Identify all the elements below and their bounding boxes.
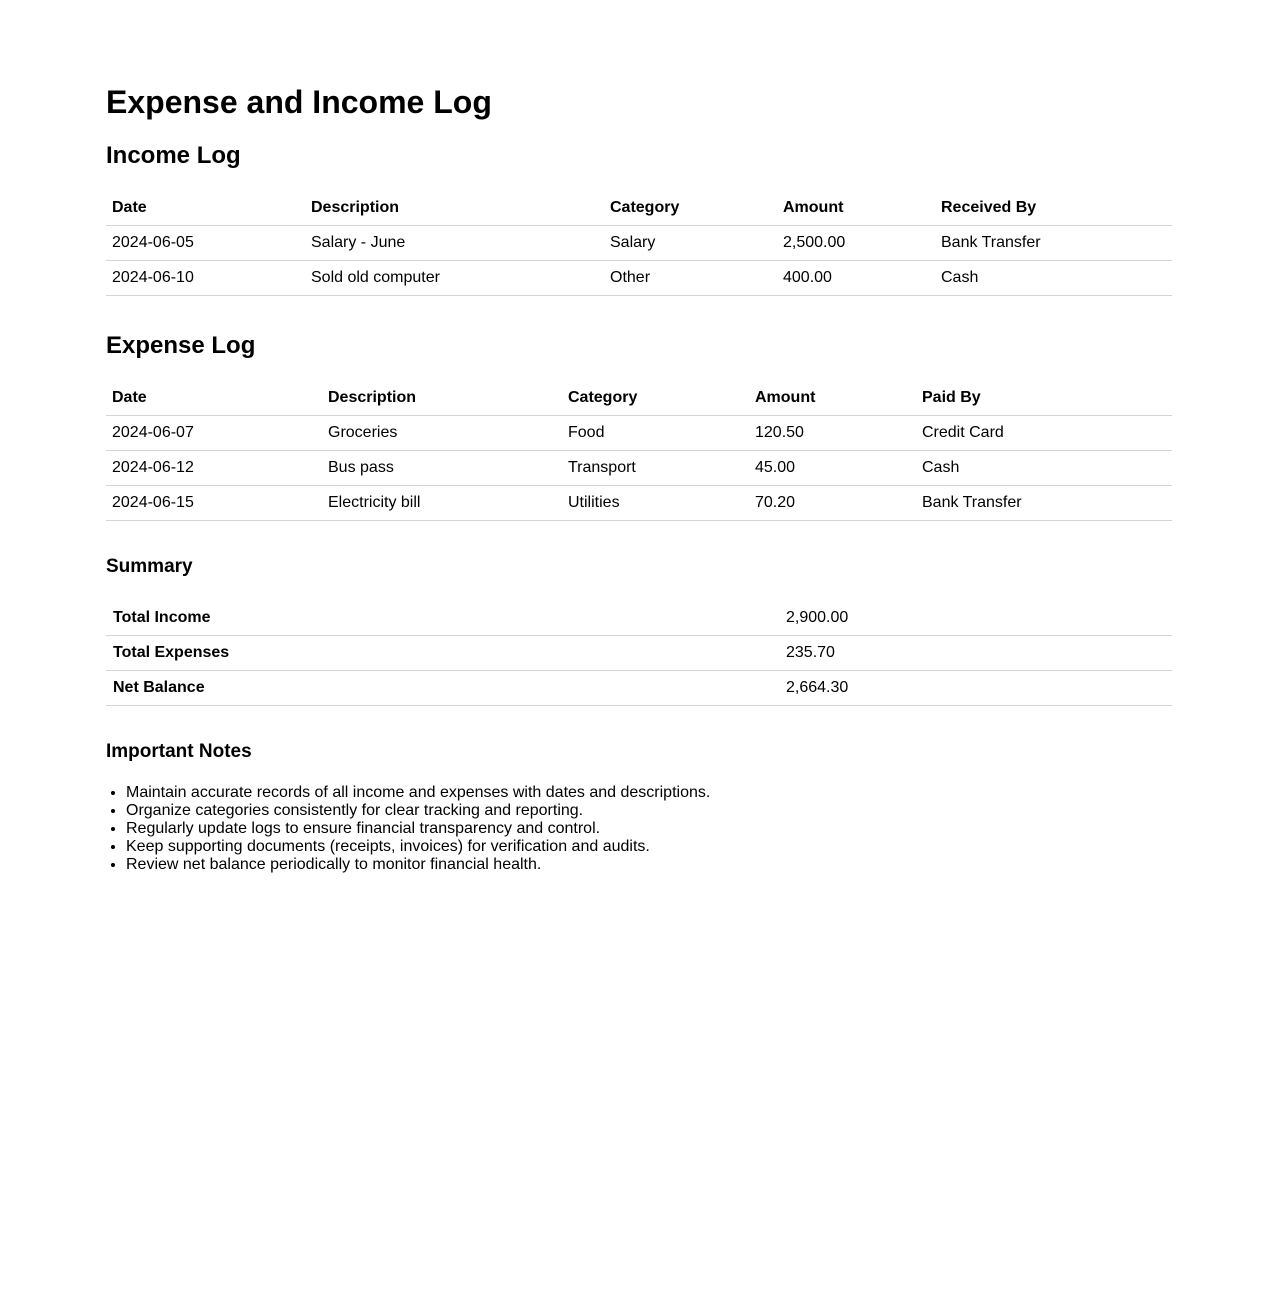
income-category: Salary	[604, 226, 777, 261]
table-row	[106, 486, 1172, 521]
income-amount: 400.00	[777, 261, 935, 296]
income-amount: 2,500.00	[777, 226, 935, 261]
expense-col-description: Description	[322, 380, 562, 416]
notes-list	[106, 784, 1172, 874]
expense-paid-by: Cash	[916, 451, 1172, 486]
summary-label: Net Balance	[106, 671, 780, 706]
expense-date: 2024-06-15	[106, 486, 322, 521]
list-item: • Organize categories consistently for clear tracking and reporting.	[126, 802, 1172, 820]
income-col-amount: Amount	[777, 190, 935, 226]
expense-amount: 70.20	[749, 486, 916, 521]
table-row	[106, 226, 1172, 261]
table-row	[106, 416, 1172, 451]
summary-row-net-balance	[106, 671, 1172, 706]
expense-description: Bus pass	[322, 451, 562, 486]
income-col-date: Date	[106, 190, 305, 226]
expense-date: 2024-06-12	[106, 451, 322, 486]
table-row	[106, 261, 1172, 296]
expense-category: Utilities	[562, 486, 749, 521]
summary-value: 2,900.00	[780, 601, 1172, 636]
document-page	[106, 0, 1172, 874]
summary-row-total-expenses	[106, 636, 1172, 671]
income-header-row	[106, 190, 1172, 226]
summary-label: Total Expenses	[106, 636, 780, 671]
expense-log-table	[106, 380, 1172, 521]
expense-log-heading: Expense Log	[106, 332, 256, 359]
summary-table	[106, 601, 1172, 706]
income-description: Salary - June	[305, 226, 604, 261]
expense-amount: 120.50	[749, 416, 916, 451]
expense-category: Food	[562, 416, 749, 451]
income-col-description: Description	[305, 190, 604, 226]
expense-col-category: Category	[562, 380, 749, 416]
summary-row-total-income	[106, 601, 1172, 636]
income-date: 2024-06-10	[106, 261, 305, 296]
summary-heading: Summary	[106, 556, 193, 577]
expense-description: Electricity bill	[322, 486, 562, 521]
summary-value: 2,664.30	[780, 671, 1172, 706]
expense-col-paid-by: Paid By	[916, 380, 1172, 416]
income-category: Other	[604, 261, 777, 296]
expense-col-amount: Amount	[749, 380, 916, 416]
expense-paid-by: Credit Card	[916, 416, 1172, 451]
list-item: • Review net balance periodically to monitor financial health.	[126, 856, 1172, 874]
expense-header-row	[106, 380, 1172, 416]
income-received-by: Cash	[935, 261, 1172, 296]
list-item: • Maintain accurate records of all income and expenses with dates and descriptions.	[126, 784, 1172, 802]
summary-label: Total Income	[106, 601, 780, 636]
table-row	[106, 451, 1172, 486]
income-date: 2024-06-05	[106, 226, 305, 261]
expense-amount: 45.00	[749, 451, 916, 486]
list-item: • Keep supporting documents (receipts, invoices) for verification and audits.	[126, 838, 1172, 856]
income-log-table	[106, 190, 1172, 296]
income-received-by: Bank Transfer	[935, 226, 1172, 261]
income-col-category: Category	[604, 190, 777, 226]
income-col-received-by: Received By	[935, 190, 1172, 226]
expense-date: 2024-06-07	[106, 416, 322, 451]
income-log-heading: Income Log	[106, 142, 241, 169]
expense-col-date: Date	[106, 380, 322, 416]
list-item: • Regularly update logs to ensure financial transparency and control.	[126, 820, 1172, 838]
expense-paid-by: Bank Transfer	[916, 486, 1172, 521]
expense-category: Transport	[562, 451, 749, 486]
page-title: Expense and Income Log	[106, 84, 492, 120]
expense-description: Groceries	[322, 416, 562, 451]
summary-value: 235.70	[780, 636, 1172, 671]
income-description: Sold old computer	[305, 261, 604, 296]
important-notes-heading: Important Notes	[106, 741, 252, 762]
